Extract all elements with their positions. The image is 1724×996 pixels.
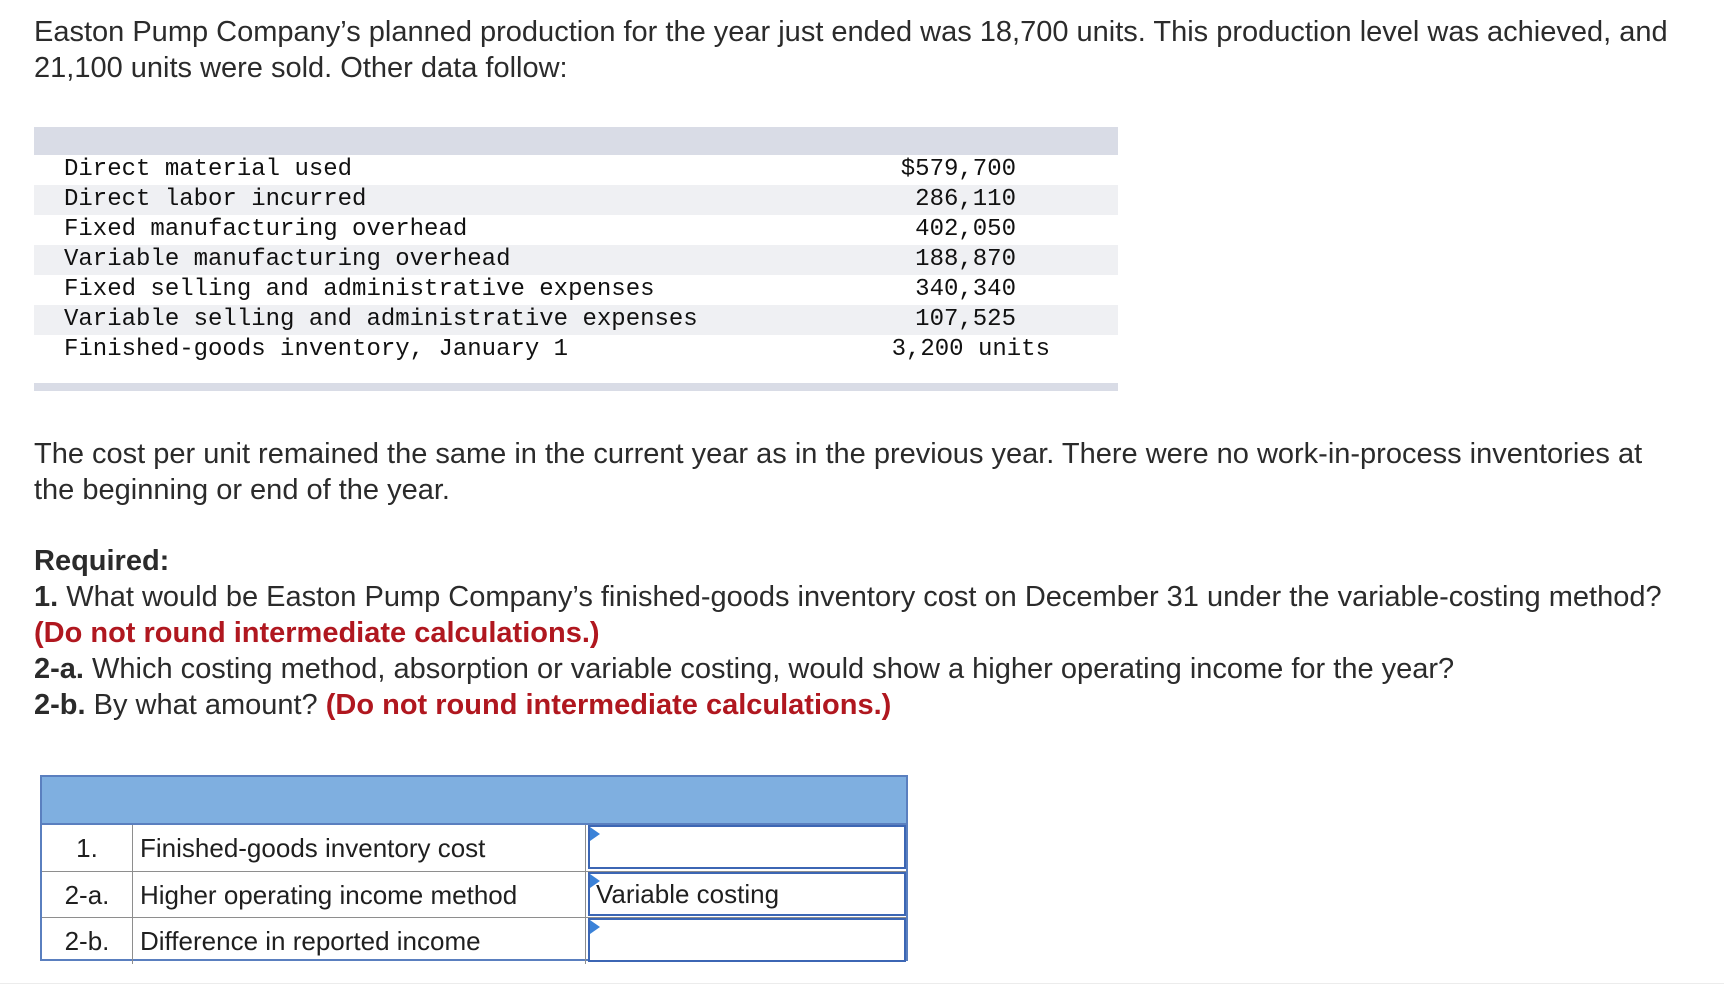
row-label: Direct labor incurred — [64, 186, 367, 213]
row-value: 340,340 — [915, 276, 1016, 303]
table-row — [34, 275, 1118, 305]
table-row — [34, 245, 1118, 275]
answer-row-label: Difference in reported income — [132, 918, 586, 964]
divider — [0, 983, 1724, 984]
question-number: 2-a. — [34, 653, 84, 685]
answer-row — [42, 917, 906, 964]
required-section — [34, 543, 1674, 723]
answer-row — [42, 871, 906, 918]
table-top-bar — [34, 127, 1118, 155]
input-marker-icon — [590, 920, 600, 934]
row-label: Fixed selling and administrative expenses — [64, 276, 655, 303]
question-text: By what amount? — [85, 689, 326, 721]
row-label: Variable manufacturing overhead — [64, 246, 511, 273]
question-number: 2-b. — [34, 689, 86, 721]
question-2a — [34, 651, 1674, 687]
table-row — [34, 155, 1118, 185]
answer-table-header — [42, 777, 906, 825]
note-paragraph: The cost per unit remained the same in the current year as in the previous year. There were no work-in-process inventories at the beginning or end of the year. — [34, 438, 1643, 506]
answer-row-label: Finished-goods inventory cost — [132, 825, 586, 871]
question-2b — [34, 687, 1674, 723]
answer-table — [40, 775, 908, 961]
table-bottom-bar — [34, 383, 1118, 391]
input-marker-icon — [590, 874, 600, 888]
required-heading: Required: — [34, 545, 170, 577]
row-value: 3,200 units — [891, 336, 1050, 363]
answer-row-number: 1. — [42, 825, 133, 871]
table-row — [34, 215, 1118, 245]
finished-goods-cost-input[interactable] — [588, 825, 906, 869]
row-value: $579,700 — [900, 156, 1016, 183]
input-value: Variable costing — [596, 879, 780, 909]
input-marker-icon — [590, 827, 600, 841]
table-row — [34, 185, 1118, 215]
instruction-note: (Do not round intermediate calculations.) — [34, 617, 600, 649]
row-label: Finished-goods inventory, January 1 — [64, 336, 569, 363]
row-label: Variable selling and administrative expenses — [64, 306, 698, 333]
question-text: What would be Easton Pump Company’s finished-goods inventory cost on December 31 under the variable-costing method? — [58, 581, 1662, 613]
row-value: 188,870 — [915, 246, 1016, 273]
instruction-note: (Do not round intermediate calculations.) — [325, 689, 892, 721]
row-label: Direct material used — [64, 156, 353, 183]
question-number: 1. — [34, 581, 59, 613]
costing-method-select[interactable] — [588, 872, 906, 916]
cost-data-table — [34, 127, 1118, 391]
intro-paragraph: Easton Pump Company’s planned production for the year just ended was 18,700 units. This production level was achieved, and 21,100 units were sold. Other data follow: — [34, 16, 1668, 84]
answer-row — [42, 825, 906, 871]
question-text: Which costing method, absorption or variable costing, would show a higher operating income for the year? — [83, 653, 1455, 685]
question-1 — [34, 579, 1674, 651]
table-row — [34, 305, 1118, 335]
answer-row-label: Higher operating income method — [132, 872, 586, 918]
income-difference-input[interactable] — [588, 918, 906, 962]
answer-row-number: 2-b. — [42, 918, 133, 964]
row-label: Fixed manufacturing overhead — [64, 216, 468, 243]
answer-row-number: 2-a. — [42, 872, 133, 918]
row-value: 286,110 — [915, 186, 1016, 213]
row-value: 402,050 — [915, 216, 1016, 243]
row-value: 107,525 — [915, 306, 1016, 333]
table-row — [34, 335, 1118, 365]
